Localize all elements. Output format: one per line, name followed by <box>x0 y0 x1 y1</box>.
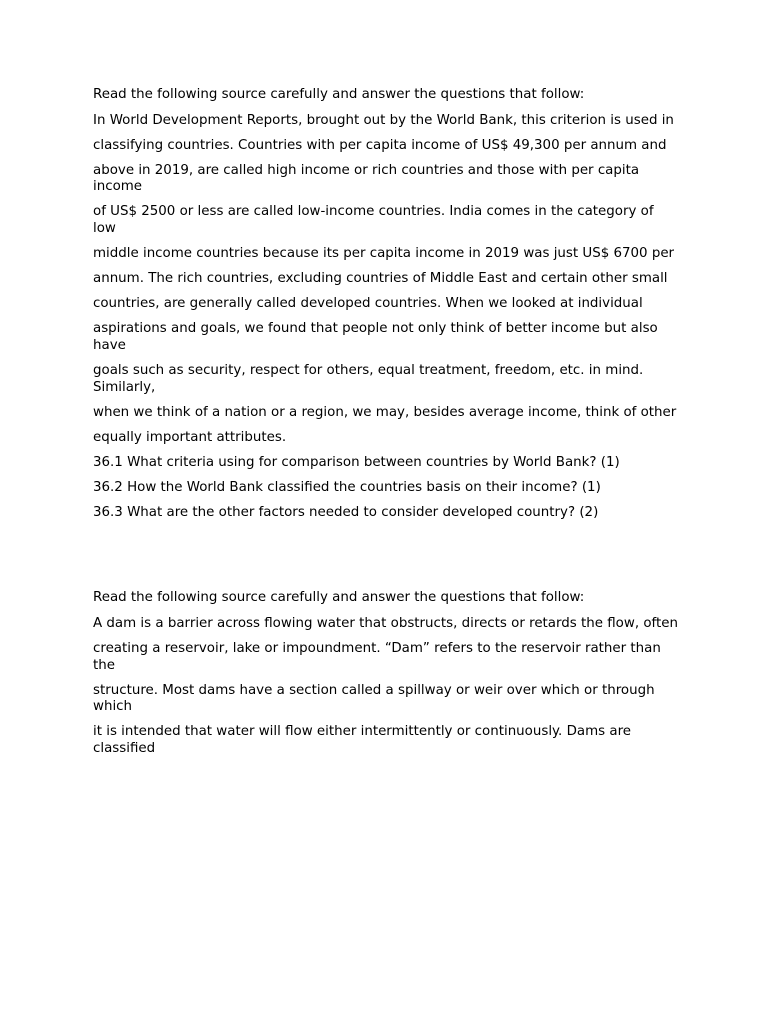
question-36-1: 36.1 What criteria using for comparison between countries by World Bank? (1) <box>93 455 620 470</box>
section-1-paragraph-line: annum. The rich countries, excluding countries of Middle East and certain other small <box>93 271 668 287</box>
section-1-paragraph-line: of US$ 2500 or less are called low-income countries. India comes in the category of low <box>93 204 654 237</box>
section-1-paragraph-line: classifying countries. Countries with per capita income of US$ 49,300 per annum and <box>93 137 667 153</box>
section-1-paragraph-line: goals such as security, respect for others, equal treatment, freedom, etc. in mind. Similarly, <box>93 363 644 395</box>
section-1-paragraph-line: when we think of a nation or a region, we may, besides average income, think of other <box>93 404 677 420</box>
source-section-1 <box>93 87 678 522</box>
section-spacer <box>93 530 678 590</box>
section-1-paragraph-line: middle income countries because its per capita income in 2019 was just US$ 6700 per <box>93 246 675 262</box>
question-36-3: 36.3 What are the other factors needed to consider developed country? (2) <box>93 505 599 521</box>
section-1-paragraph-line: aspirations and goals, we found that people not only think of better income but also have <box>93 321 658 354</box>
question-36-2: 36.2 How the World Bank classified the countries basis on their income? (1) <box>93 480 601 496</box>
section-2-intro: Read the following source carefully and answer the questions that follow: <box>93 590 585 606</box>
source-section-2 <box>93 590 678 757</box>
section-1-paragraph-line: In World Development Reports, brought out by the World Bank, this criterion is used in <box>93 112 674 128</box>
section-1-paragraph-line: above in 2019, are called high income or rich countries and those with per capita income <box>93 162 640 195</box>
document-body <box>93 87 678 766</box>
section-2-paragraph-line: A dam is a barrier across flowing water that obstructs, directs or retards the flow, often <box>93 615 678 631</box>
section-1-paragraph-line: equally important attributes. <box>93 429 287 445</box>
section-2-paragraph-line: structure. Most dams have a section called a spillway or weir over which or through which <box>93 682 655 715</box>
section-2-paragraph-line: it is intended that water will flow either intermittently or continuously. Dams are classified <box>93 724 632 756</box>
section-1-paragraph-line: countries, are generally called developed countries. When we looked at individual <box>93 296 643 312</box>
section-2-paragraph-line: creating a reservoir, lake or impoundment. “Dam” refers to the reservoir rather than the <box>93 640 661 673</box>
section-1-intro: Read the following source carefully and answer the questions that follow: <box>93 87 585 102</box>
